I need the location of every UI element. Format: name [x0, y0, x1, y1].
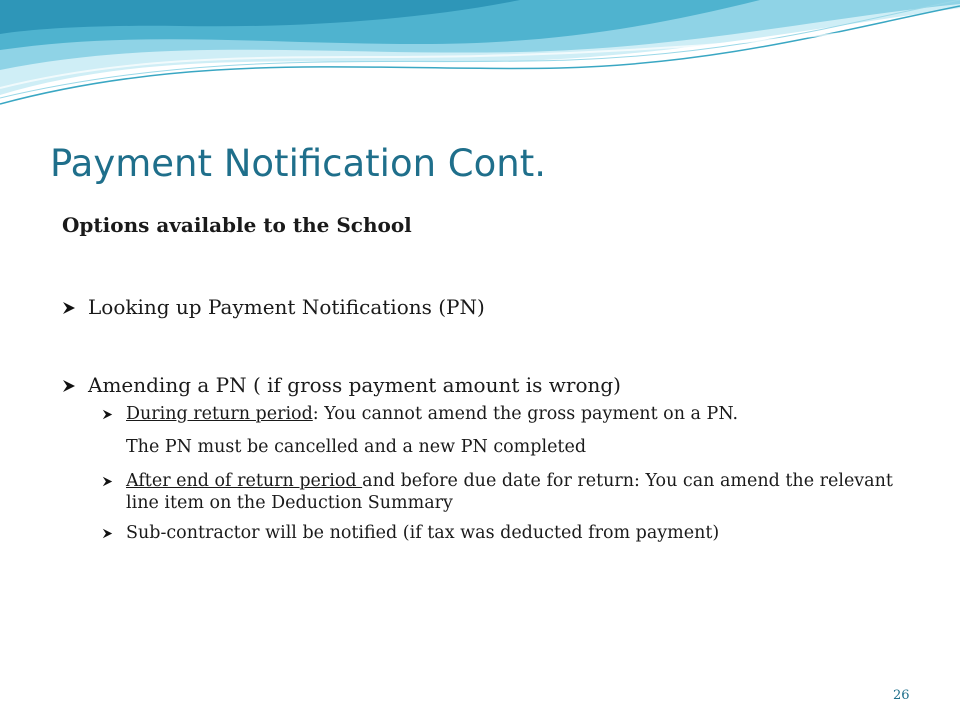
arrow-bullet-icon: [102, 476, 113, 487]
page-number: 26: [893, 688, 910, 703]
bullet-amending-pn: [62, 372, 922, 398]
header-wave-decoration: [0, 0, 960, 120]
bullet-text: Amending a PN ( if gross payment amount is wrong): [88, 373, 621, 397]
bullet-text: Looking up Payment Notifications (PN): [88, 295, 485, 319]
sub-bullet-subcontractor-notified: [62, 522, 922, 544]
arrow-bullet-icon: [62, 301, 76, 315]
options-heading: Options available to the School: [62, 213, 412, 237]
arrow-bullet-icon: [102, 528, 113, 539]
arrow-bullet-icon: [62, 379, 76, 393]
bullet-looking-up-pn: [62, 294, 922, 320]
slide-body: [62, 212, 922, 544]
sub-bullet-text: and before due date for return: You can amend the relevant line item on the Deduction Summary: [126, 471, 893, 513]
sub-bullet-text: : You cannot amend the gross payment on a PN.: [312, 404, 739, 424]
sub-bullet-during-return-period: [62, 403, 922, 425]
arrow-bullet-icon: [102, 409, 113, 420]
underlined-term: During return period: [126, 404, 313, 424]
sub-bullet-continuation: The PN must be cancelled and a new PN completed: [126, 437, 587, 457]
slide-title: Payment Notification Cont.: [50, 142, 546, 185]
underlined-term: After end of return period: [126, 471, 363, 491]
sub-bullet-after-end-of-return-period: [62, 470, 922, 514]
sub-bullet-text: Sub-contractor will be notified (if tax was deducted from payment): [126, 523, 720, 543]
